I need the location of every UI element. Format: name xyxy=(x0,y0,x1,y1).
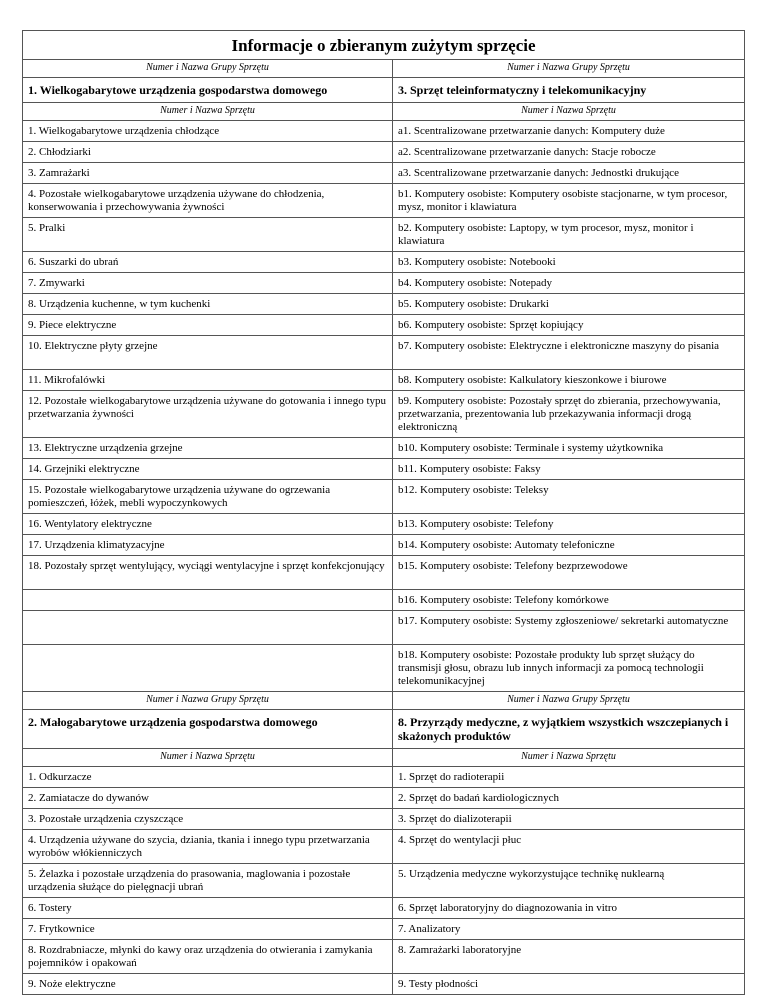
item-cell: 18. Pozostały sprzęt wentylujący, wyciągi wentylacyjne i sprzęt konfekcjonujący xyxy=(23,556,393,590)
table-row xyxy=(23,809,745,830)
group-header-label: Numer i Nazwa Grupy Sprzętu xyxy=(23,60,393,78)
item-cell: 1. Wielkogabarytowe urządzenia chłodzące xyxy=(23,121,393,142)
item-cell: b5. Komputery osobiste: Drukarki xyxy=(393,294,745,315)
item-cell: 5. Żelazka i pozostałe urządzenia do prasowania, maglowania i pozostałe urządzenia służące do pielęgnacji ubrań xyxy=(23,864,393,898)
item-cell: 7. Analizatory xyxy=(393,919,745,940)
item-cell: 4. Sprzęt do wentylacji płuc xyxy=(393,830,745,864)
table-row xyxy=(23,294,745,315)
item-cell: 15. Pozostałe wielkogabarytowe urządzenia używane do ogrzewania pomieszczeń, łóżek, mebli wypoczynkowych xyxy=(23,480,393,514)
item-cell: b16. Komputery osobiste: Telefony komórkowe xyxy=(393,590,745,611)
item-cell: 10. Elektryczne płyty grzejne xyxy=(23,336,393,370)
item-header-row xyxy=(23,749,745,767)
table-row xyxy=(23,184,745,218)
item-header-label: Numer i Nazwa Sprzętu xyxy=(23,103,393,121)
item-cell: 3. Zamrażarki xyxy=(23,163,393,184)
group-name: 1. Wielkogabarytowe urządzenia gospodarstwa domowego xyxy=(23,78,393,103)
item-cell: 2. Zamiatacze do dywanów xyxy=(23,788,393,809)
table-row xyxy=(23,535,745,556)
table-row xyxy=(23,370,745,391)
table-row xyxy=(23,273,745,294)
group-name-row xyxy=(23,78,745,103)
item-cell: b10. Komputery osobiste: Terminale i systemy użytkownika xyxy=(393,438,745,459)
page-title: Informacje o zbieranym zużytym sprzęcie xyxy=(23,31,745,60)
table-row xyxy=(23,864,745,898)
item-cell: b15. Komputery osobiste: Telefony bezprzewodowe xyxy=(393,556,745,590)
item-cell: 7. Frytkownice xyxy=(23,919,393,940)
item-cell: b14. Komputery osobiste: Automaty telefoniczne xyxy=(393,535,745,556)
table-row xyxy=(23,974,745,995)
table-row xyxy=(23,940,745,974)
item-cell: 6. Suszarki do ubrań xyxy=(23,252,393,273)
item-cell: b9. Komputery osobiste: Pozostały sprzęt do zbierania, przechowywania, przetwarzania, prezentowania lub przekazywania informacji drogą elektroniczną xyxy=(393,391,745,438)
table-row xyxy=(23,315,745,336)
table-row xyxy=(23,590,745,611)
item-cell: 9. Piece elektryczne xyxy=(23,315,393,336)
table-row xyxy=(23,459,745,480)
item-cell: b13. Komputery osobiste: Telefony xyxy=(393,514,745,535)
item-cell: 12. Pozostałe wielkogabarytowe urządzenia używane do gotowania i innego typu przetwarzania żywności xyxy=(23,391,393,438)
item-cell: b4. Komputery osobiste: Notepady xyxy=(393,273,745,294)
table-row xyxy=(23,336,745,370)
group-header-label: Numer i Nazwa Grupy Sprzętu xyxy=(393,692,745,710)
item-cell: 8. Rozdrabniacze, młynki do kawy oraz urządzenia do otwierania i zamykania pojemników i opakowań xyxy=(23,940,393,974)
table-row xyxy=(23,514,745,535)
document-page xyxy=(22,30,744,995)
table-row xyxy=(23,480,745,514)
item-cell: 5. Pralki xyxy=(23,218,393,252)
item-cell: 4. Pozostałe wielkogabarytowe urządzenia używane do chłodzenia, konserwowania i przechowywania żywności xyxy=(23,184,393,218)
item-cell: 1. Sprzęt do radioterapii xyxy=(393,767,745,788)
item-cell: b8. Komputery osobiste: Kalkulatory kieszonkowe i biurowe xyxy=(393,370,745,391)
table-row xyxy=(23,788,745,809)
item-cell: 2. Sprzęt do badań kardiologicznych xyxy=(393,788,745,809)
table-row xyxy=(23,645,745,692)
item-header-label: Numer i Nazwa Sprzętu xyxy=(393,103,745,121)
item-cell: 3. Sprzęt do dializoterapii xyxy=(393,809,745,830)
table-row xyxy=(23,919,745,940)
item-cell: 1. Odkurzacze xyxy=(23,767,393,788)
item-header-label: Numer i Nazwa Sprzętu xyxy=(23,749,393,767)
table-row xyxy=(23,556,745,590)
item-cell: b18. Komputery osobiste: Pozostałe produkty lub sprzęt służący do transmisji głosu, obrazu lub innych informacji za pomocą technologii telekomunikacyjnej xyxy=(393,645,745,692)
item-cell: 11. Mikrofalówki xyxy=(23,370,393,391)
item-cell xyxy=(23,590,393,611)
group-name: 2. Małogabarytowe urządzenia gospodarstwa domowego xyxy=(23,710,393,749)
table-row xyxy=(23,252,745,273)
equipment-table xyxy=(22,30,745,995)
group-name: 8. Przyrządy medyczne, z wyjątkiem wszystkich wszczepianych i skażonych produktów xyxy=(393,710,745,749)
item-cell: b12. Komputery osobiste: Teleksy xyxy=(393,480,745,514)
item-cell: 7. Zmywarki xyxy=(23,273,393,294)
item-header-row xyxy=(23,103,745,121)
item-cell: 6. Tostery xyxy=(23,898,393,919)
item-cell: 14. Grzejniki elektryczne xyxy=(23,459,393,480)
item-cell: b2. Komputery osobiste: Laptopy, w tym procesor, mysz, monitor i klawiatura xyxy=(393,218,745,252)
item-cell: 17. Urządzenia klimatyzacyjne xyxy=(23,535,393,556)
item-cell: 2. Chłodziarki xyxy=(23,142,393,163)
table-row xyxy=(23,391,745,438)
item-cell: a1. Scentralizowane przetwarzanie danych: Komputery duże xyxy=(393,121,745,142)
item-cell xyxy=(23,611,393,645)
table-row xyxy=(23,142,745,163)
item-cell: 5. Urządzenia medyczne wykorzystujące technikę nuklearną xyxy=(393,864,745,898)
item-cell: 9. Noże elektryczne xyxy=(23,974,393,995)
table-row xyxy=(23,163,745,184)
item-cell: 9. Testy płodności xyxy=(393,974,745,995)
table-row xyxy=(23,611,745,645)
group-header-row xyxy=(23,692,745,710)
item-cell: b7. Komputery osobiste: Elektryczne i elektroniczne maszyny do pisania xyxy=(393,336,745,370)
item-cell: 3. Pozostałe urządzenia czyszczące xyxy=(23,809,393,830)
group-name-row xyxy=(23,710,745,749)
item-cell: 6. Sprzęt laboratoryjny do diagnozowania in vitro xyxy=(393,898,745,919)
item-cell: 16. Wentylatory elektryczne xyxy=(23,514,393,535)
table-row xyxy=(23,218,745,252)
item-cell: b17. Komputery osobiste: Systemy zgłoszeniowe/ sekretarki automatyczne xyxy=(393,611,745,645)
table-row xyxy=(23,830,745,864)
item-cell: b3. Komputery osobiste: Notebooki xyxy=(393,252,745,273)
item-cell: a3. Scentralizowane przetwarzanie danych: Jednostki drukujące xyxy=(393,163,745,184)
item-cell: b6. Komputery osobiste: Sprzęt kopiujący xyxy=(393,315,745,336)
table-row xyxy=(23,121,745,142)
item-cell: 8. Zamrażarki laboratoryjne xyxy=(393,940,745,974)
item-cell xyxy=(23,645,393,692)
group-name: 3. Sprzęt teleinformatyczny i telekomunikacyjny xyxy=(393,78,745,103)
item-cell: b11. Komputery osobiste: Faksy xyxy=(393,459,745,480)
item-cell: 4. Urządzenia używane do szycia, dziania, tkania i innego typu przetwarzania wyrobów włókienniczych xyxy=(23,830,393,864)
title-row xyxy=(23,31,745,60)
group-header-row xyxy=(23,60,745,78)
item-cell: 13. Elektryczne urządzenia grzejne xyxy=(23,438,393,459)
group-header-label: Numer i Nazwa Grupy Sprzętu xyxy=(23,692,393,710)
table-row xyxy=(23,767,745,788)
item-cell: 8. Urządzenia kuchenne, w tym kuchenki xyxy=(23,294,393,315)
item-cell: b1. Komputery osobiste: Komputery osobiste stacjonarne, w tym procesor, mysz, monitor i klawiatura xyxy=(393,184,745,218)
table-row xyxy=(23,438,745,459)
item-cell: a2. Scentralizowane przetwarzanie danych: Stacje robocze xyxy=(393,142,745,163)
item-header-label: Numer i Nazwa Sprzętu xyxy=(393,749,745,767)
group-header-label: Numer i Nazwa Grupy Sprzętu xyxy=(393,60,745,78)
table-row xyxy=(23,898,745,919)
